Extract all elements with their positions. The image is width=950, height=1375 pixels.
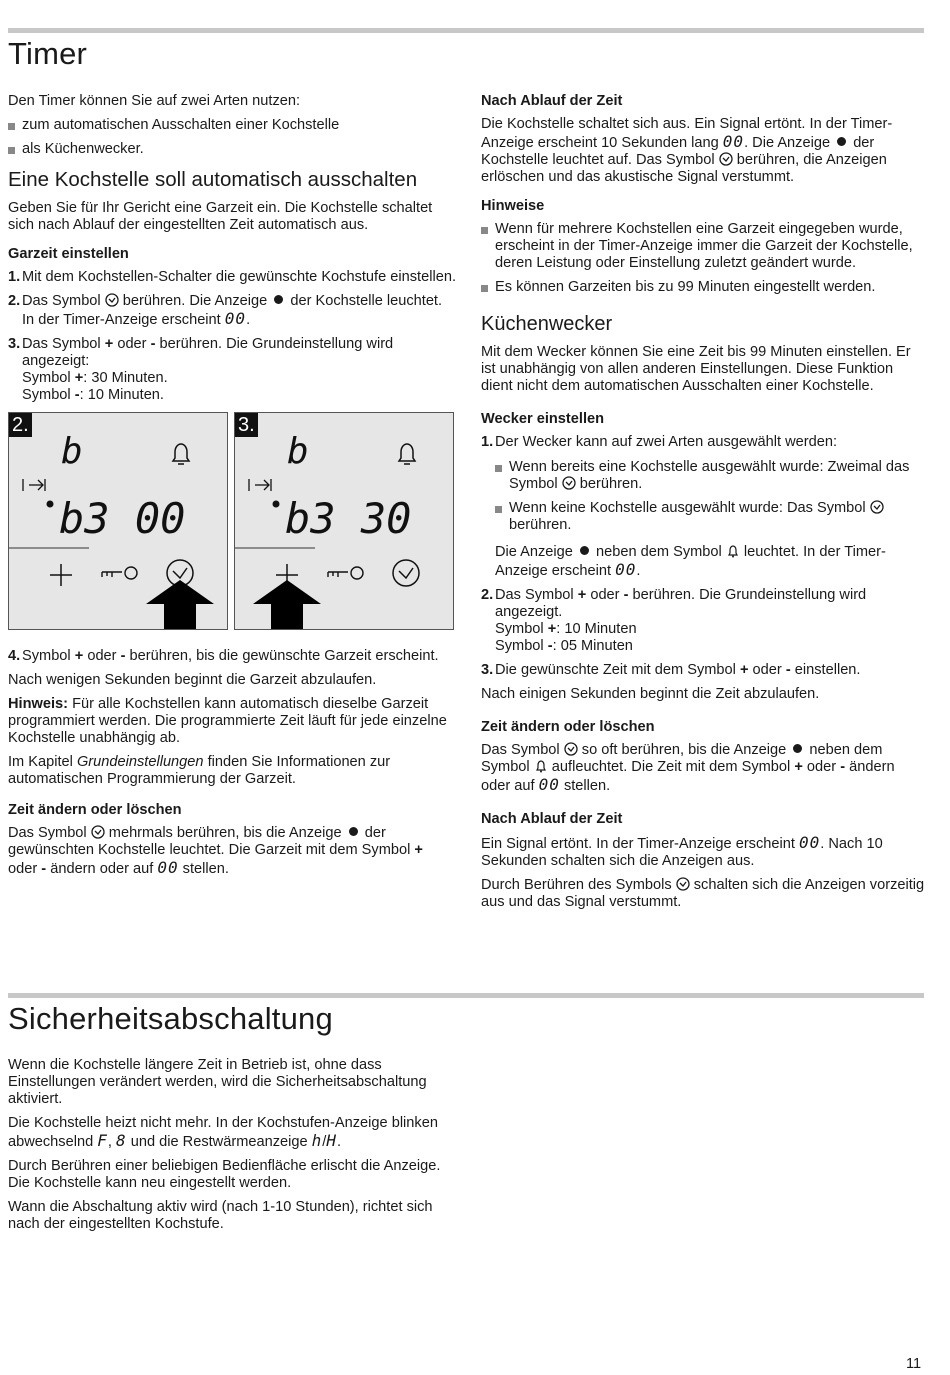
change-text: Das Symbol mehrmals berühren, bis die Anzeige der gewünschten Kochstelle leuchtet. Die Garzeit mit dem Symbol + oder - ändern oder auf 00 stellen. xyxy=(8,825,423,877)
safety-text-4: Wann die Abschaltung aktiv wird (nach 1-10 Stunden), richtet sich nach der eingestellten Kochstufe. xyxy=(8,1199,433,1232)
panel-display: b3 30 xyxy=(285,494,412,543)
bell-icon xyxy=(534,759,548,773)
subheading-set-alarm: Wecker einstellen xyxy=(481,411,605,427)
left-column xyxy=(8,93,456,885)
svg-text:b: b xyxy=(287,431,309,472)
alarm-end-text: Ein Signal ertönt. In der Timer-Anzeige erscheint 00. Nach 10 Sekunden schalten sich die Anzeigen aus. xyxy=(481,833,883,869)
list-item: 1. Der Wecker kann auf zwei Arten ausgewählt werden: Wenn bereits eine Kochstelle ausgewählt wurde: Zweimal das Symbol berühren. Wenn keine Kochstelle ausgewählt wurde: Das Symbol berühren. Die Anzeige neben dem Symbol leuchtet. In der Timer-Anzeige erscheint 00. xyxy=(481,434,925,580)
control-panel-step-2 xyxy=(8,412,228,630)
section-heading-auto-off: Eine Kochstelle soll automatisch ausschalten xyxy=(8,168,418,191)
chapter-reference: Im Kapitel Grundeinstellungen finden Sie Informationen zur automatischen Programmierung der Garzeit. xyxy=(8,754,391,787)
list-item: 3. Die gewünschte Zeit mit dem Symbol + oder - einstellen. xyxy=(481,662,861,678)
page-number: 11 xyxy=(906,1356,922,1372)
subheading-alarm-end: Nach Ablauf der Zeit xyxy=(481,811,623,827)
kitchen-timer-text: Mit dem Wecker können Sie eine Zeit bis 99 Minuten einstellen. Er ist unabhängig von allen anderen Einstellungen. Diese Funktion dient nicht dem automatischen Ausschalten einer Kochstelle. xyxy=(481,344,911,394)
intro-text: Den Timer können Sie auf zwei Arten nutzen: xyxy=(8,93,301,109)
list-item: 3. Das Symbol + oder - berühren. Die Grundeinstellung wird angezeigt: Symbol +: 30 Minuten. Symbol -: 10 Minuten. xyxy=(8,336,394,403)
subheading-after-time: Nach Ablauf der Zeit xyxy=(481,93,623,109)
safety-text-2: Die Kochstelle heizt nicht mehr. In der Kochstufen-Anzeige blinken abwechselnd F, 8 und die Restwärmeanzeige h/H. xyxy=(8,1115,438,1150)
control-panel-illustrations xyxy=(8,412,456,638)
svg-text:b: b xyxy=(61,431,83,472)
section-title-safety: Sicherheitsabschaltung xyxy=(8,1001,333,1036)
timer-icon xyxy=(719,152,733,166)
page-title: Timer xyxy=(8,36,88,71)
control-panel-step-3 xyxy=(234,412,454,630)
change-alarm-text: Das Symbol so oft berühren, bis die Anzeige neben dem Symbol aufleuchtet. Die Zeit mit dem Symbol + oder - ändern oder auf 00 stellen. xyxy=(481,742,895,794)
after-time-text: Die Kochstelle schaltet sich aus. Ein Signal ertönt. In der Timer-Anzeige erscheint 10 Sekunden lang 00. Die Anzeige der Kochstelle leuchtet auf. Das Symbol berühren, die Anzeigen erlöschen und das akustische Signal verstummt. xyxy=(481,116,893,185)
indicator-dot-icon xyxy=(793,744,802,753)
timer-icon xyxy=(870,500,884,514)
list-item: Es können Garzeiten bis zu 99 Minuten eingestellt werden. xyxy=(481,279,925,296)
list-item: Wenn keine Kochstelle ausgewählt wurde: Das Symbol berühren. xyxy=(495,500,925,534)
hint-paragraph: Hinweis: Für alle Kochstellen kann automatisch dieselbe Garzeit programmiert werden. Die programmierte Zeit läuft für jede einzelne Kochstelle unabhängig ab. xyxy=(8,696,447,746)
list-item: zum automatischen Ausschalten einer Kochstelle xyxy=(8,117,456,134)
header-rule xyxy=(8,28,924,33)
alarm-end-text-2: Durch Berühren des Symbols schalten sich die Anzeigen vorzeitig aus und das Signal verstummt. xyxy=(481,877,925,910)
subheading-hints: Hinweise xyxy=(481,198,545,214)
indicator-dot-icon xyxy=(837,137,846,146)
alarm-after-text: Nach einigen Sekunden beginnt die Zeit abzulaufen. xyxy=(481,686,820,702)
steps-list xyxy=(8,269,456,404)
timer-icon xyxy=(676,877,690,891)
list-item: Wenn für mehrere Kochstellen eine Garzeit eingegeben wurde, erscheint in der Timer-Anzeige immer die Garzeit der Kochstelle, deren Leistung oder Einstellung zuletzt geändert wurde. xyxy=(481,221,925,272)
indicator-dot-icon xyxy=(580,546,589,555)
list-item: Wenn bereits eine Kochstelle ausgewählt wurde: Zweimal das Symbol berühren. xyxy=(495,459,925,493)
bell-icon xyxy=(726,544,740,558)
list-item: als Küchenwecker. xyxy=(8,141,456,158)
hints-list xyxy=(481,221,925,296)
alarm-steps-list xyxy=(481,434,925,679)
subheading-change-time: Zeit ändern oder löschen xyxy=(8,802,182,818)
intro-list xyxy=(8,117,456,158)
timer-icon xyxy=(91,825,105,839)
safety-text-1: Wenn die Kochstelle längere Zeit in Betrieb ist, ohne dass Einstellungen verändert werden, wird die Sicherheitsabschaltung aktiviert. xyxy=(8,1057,427,1107)
list-item: 4. Symbol + oder - berühren, bis die gewünschte Garzeit erscheint. xyxy=(8,648,439,664)
safety-text-3: Durch Berühren einer beliebigen Bedienfläche erlischt die Anzeige. Die Kochstelle kann neu eingestellt werden. xyxy=(8,1158,441,1191)
right-column xyxy=(481,93,925,918)
timer-icon xyxy=(562,476,576,490)
subheading-change-alarm: Zeit ändern oder löschen xyxy=(481,719,655,735)
safety-section xyxy=(8,1057,456,1240)
indicator-dot-icon xyxy=(349,827,358,836)
section-heading-kitchen-timer: Küchenwecker xyxy=(481,313,613,335)
timer-icon xyxy=(564,742,578,756)
steps-list-continued xyxy=(8,648,456,665)
list-item: 2. Das Symbol berühren. Die Anzeige der Kochstelle leuchtet. In der Timer-Anzeige erscheint 00. xyxy=(8,293,443,328)
alarm-options-list xyxy=(495,459,925,534)
list-item: 2. Das Symbol + oder - berühren. Die Grundeinstellung wird angezeigt. Symbol +: 10 Minuten Symbol -: 05 Minuten xyxy=(481,587,867,654)
timer-icon xyxy=(105,293,119,307)
panel-display: b3 00 xyxy=(59,494,186,543)
panel-step-label: 3. xyxy=(235,413,258,437)
after-text: Nach wenigen Sekunden beginnt die Garzeit abzulaufen. xyxy=(8,672,377,688)
list-item: 1. Mit dem Kochstellen-Schalter die gewünschte Kochstufe einstellen. xyxy=(8,269,456,285)
panel-step-label: 2. xyxy=(9,413,32,437)
indicator-dot-icon xyxy=(274,295,283,304)
subheading-set-time: Garzeit einstellen xyxy=(8,246,129,262)
auto-off-text: Geben Sie für Ihr Gericht eine Garzeit ein. Die Kochstelle schaltet sich nach Ablauf der eingestellten Zeit automatisch aus. xyxy=(8,200,433,233)
section-rule xyxy=(8,993,924,998)
